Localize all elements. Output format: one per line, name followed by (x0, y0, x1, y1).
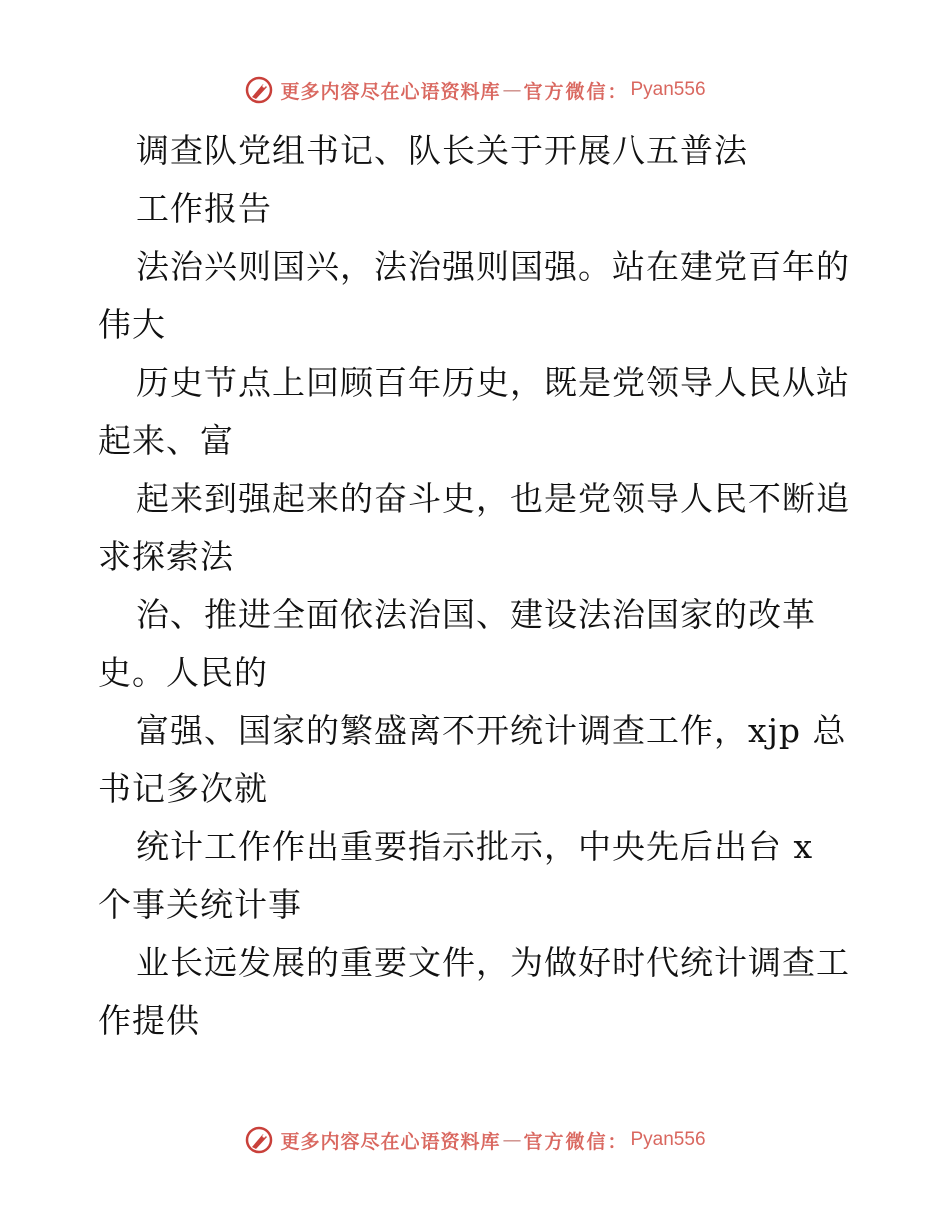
paragraph-line: 治、推进全面依法治国、建设法治国家的改革 (136, 595, 816, 634)
paragraph-line: 书记多次就 (98, 769, 268, 808)
header-watermark (0, 70, 950, 110)
watermark-separator: — (502, 1129, 522, 1151)
paragraph-line: 起来到强起来的奋斗史，也是党领导人民不断追 (136, 479, 850, 518)
paragraph-line: 富强、国家的繁盛离不开统计调查工作，xjp 总 (136, 711, 847, 750)
paragraph-line: 史。人民的 (98, 653, 268, 692)
paragraph-line: 业长远发展的重要文件，为做好时代统计调查工 (136, 943, 850, 982)
document-body (98, 122, 858, 1050)
paragraph-line: 伟大 (98, 305, 166, 344)
watermark-separator: — (502, 79, 522, 101)
paragraph-line: 统计工作作出重要指示批示，中央先后出台 x (136, 827, 814, 866)
watermark-wechat-label: 官方微信： (523, 1130, 629, 1153)
watermark-text: 更多内容尽在心语资料库 (280, 1130, 501, 1153)
paragraph-line: 法治兴则国兴，法治强则国强。站在建党百年的 (136, 247, 850, 286)
document-title-line-1: 调查队党组书记、队长关于开展八五普法 (136, 131, 748, 170)
pen-nib-circle-icon (244, 75, 274, 105)
paragraph-line: 历史节点上回顾百年历史，既是党领导人民从站 (136, 363, 850, 402)
watermark-wechat-label: 官方微信： (523, 80, 629, 103)
paragraph-line: 起来、富 (98, 421, 234, 460)
paragraph-line: 求探索法 (98, 537, 234, 576)
watermark-text: 更多内容尽在心语资料库 (280, 80, 501, 103)
watermark-handle: Pyan556 (630, 1129, 706, 1150)
paragraph-line: 作提供 (98, 1001, 200, 1040)
footer-watermark (0, 1120, 950, 1160)
document-title-line-2: 工作报告 (136, 189, 272, 228)
paragraph-line: 个事关统计事 (98, 885, 302, 924)
pen-nib-circle-icon (244, 1125, 274, 1155)
watermark-handle: Pyan556 (630, 79, 706, 100)
